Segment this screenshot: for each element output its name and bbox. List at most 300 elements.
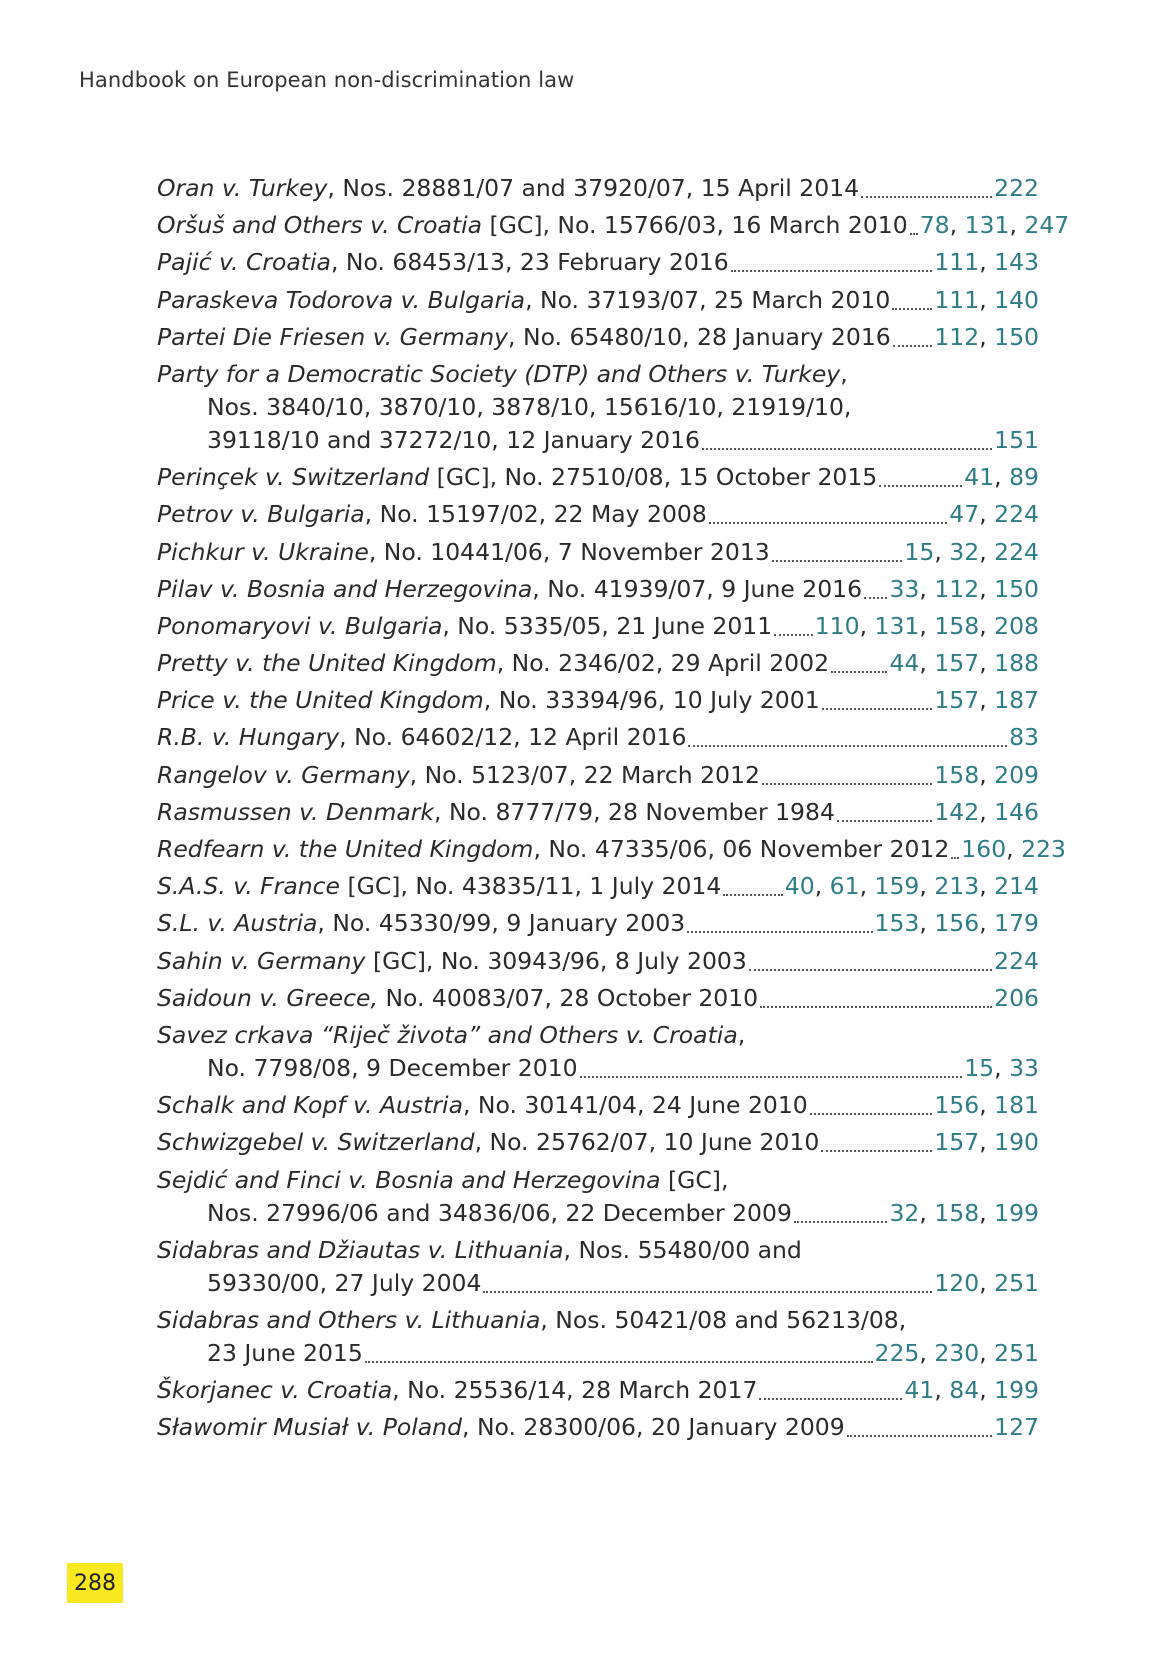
page-link[interactable]: 222 [994,174,1039,202]
entry-text [157,498,707,531]
page-references [875,907,1039,940]
entry-line [157,759,1039,792]
dot-leader [879,485,962,487]
case-name: Redfearn v. the United Kingdom [157,835,534,863]
page-references [994,945,1039,978]
entry-text [157,1411,845,1444]
page-link[interactable]: 190 [994,1128,1039,1157]
case-name: Oršuš and Others v. Croatia [157,211,483,240]
case-name: R.B. v. Hungary [157,723,340,752]
page-references [934,1126,1039,1159]
case-entry [157,759,1039,792]
case-citation: , [840,359,848,388]
page-separator: , [979,1128,995,1157]
page-link[interactable]: 157 [934,1128,980,1157]
case-citation: [GC], [660,1165,729,1194]
entry-line [157,172,1039,205]
case-name: Oran v. Turkey [157,174,328,202]
page-references [994,424,1039,457]
dot-leader [762,783,932,785]
page-link[interactable]: 111 [934,248,980,277]
page-link[interactable]: 158 [934,1198,980,1227]
page-references [994,1411,1039,1444]
page-references [1009,721,1039,754]
page-link[interactable]: 131 [874,611,920,640]
entry-line [157,321,1039,354]
dot-leader [837,820,932,822]
page-number-badge: 288 [67,1563,123,1603]
entry-text [157,945,747,978]
case-name: Pichkur v. Ukraine [157,537,369,566]
entry-text [157,759,760,792]
entry-line [157,796,1039,829]
dot-leader [951,857,959,859]
dot-leader [893,345,933,347]
case-citation: , No. 68453/13, 23 February 2016 [330,248,729,277]
page-separator: , [979,322,995,351]
case-citation: , Nos. 55480/00 and [563,1235,802,1264]
case-name: Pilav v. Bosnia and Herzegovina [157,574,533,603]
case-entry [157,536,1039,569]
page-link[interactable]: 187 [994,686,1039,715]
dot-leader [709,522,947,524]
case-citation: , No. 33394/96, 10 July 2001 [483,686,820,715]
dot-leader [365,1361,873,1363]
page-separator: , [979,248,995,277]
case-citation: , No. 5123/07, 22 March 2012 [409,760,760,789]
page-references [994,982,1039,1015]
page-link[interactable]: 179 [994,909,1039,938]
page-separator: , [979,649,995,678]
page-references [934,284,1039,317]
page-link[interactable]: 61 [829,872,860,901]
page-references [889,573,1039,606]
dot-leader [861,196,992,198]
entry-text [157,647,829,680]
page-link[interactable]: 159 [874,872,920,901]
case-citation: , No. 25762/07, 10 June 2010 [474,1128,820,1157]
case-citation: , No. 10441/06, 7 November 2013 [368,537,770,566]
case-citation: [GC], No. 15766/03, 16 March 2010 [482,211,908,240]
page-link[interactable]: 158 [934,611,980,640]
page-link[interactable]: 110 [814,611,860,640]
entry-text [157,1126,819,1159]
entry-line [157,209,1070,242]
case-name: Partei Die Friesen v. Germany [157,322,509,351]
entry-text [157,833,949,866]
page-link[interactable]: 112 [934,574,980,603]
case-entry [157,833,1066,866]
case-entry [157,1089,1039,1122]
entry-text [157,721,686,754]
page-separator: , [979,872,995,901]
case-name: Sidabras and Džiautas v. Lithuania [157,1235,564,1264]
dot-leader [759,1398,902,1400]
entry-line [157,684,1039,717]
continuation-text: 39118/10 and 37272/10, 12 January 2016 [207,425,700,454]
case-name: Party for a Democratic Society (DTP) and Others v. Turkey [157,359,841,388]
dot-leader [774,634,813,636]
entry-line [157,498,1039,531]
case-name: Paraskeva Todorova v. Bulgaria [157,285,526,314]
page-separator: , [814,872,830,901]
case-entry [157,172,1039,205]
page-link[interactable]: 223 [1021,835,1066,863]
page-separator: , [994,463,1010,492]
page-references [875,1337,1039,1370]
page-link[interactable]: 89 [1009,463,1039,492]
entry-line [157,573,1039,606]
case-name: Rangelov v. Germany [157,760,410,789]
case-citation: [GC], No. 27510/08, 15 October 2015 [429,463,878,492]
case-entry [157,1126,1039,1159]
page-separator: , [979,574,995,603]
entry-line [157,870,1039,903]
entry-line [157,1411,1039,1444]
page-link[interactable]: 127 [994,1413,1039,1442]
case-entry [157,907,1039,940]
page-link[interactable]: 47 [949,500,980,529]
page-link[interactable]: 33 [889,574,920,603]
entry-line [157,1374,1039,1407]
page-link[interactable]: 153 [874,909,920,938]
case-citation: , No. 37193/07, 25 March 2010 [525,285,891,314]
page-separator: , [979,285,995,314]
entry-text [157,209,908,242]
dot-leader [580,1076,963,1078]
page-link[interactable]: 142 [934,797,980,826]
page-link[interactable]: 33 [1009,1053,1039,1082]
page-link[interactable]: 156 [934,909,980,938]
dot-leader [822,708,933,710]
case-citation: , No. 8777/79, 28 November 1984 [434,797,835,826]
case-citation: , No. 5335/05, 21 June 2011 [442,611,773,640]
page-link[interactable]: 156 [934,1091,980,1120]
page-references [920,209,1070,242]
dot-leader [772,560,903,562]
case-citation: , No. 64602/12, 12 April 2016 [339,723,687,752]
page-link[interactable]: 146 [994,797,1039,826]
page-separator: , [979,611,995,640]
page-references [934,321,1039,354]
page-link[interactable]: 214 [994,872,1039,901]
case-name: Sławomir Musiał v. Poland [157,1413,462,1442]
page-separator: , [919,1198,935,1227]
entry-text [157,461,877,494]
entry-text [157,1164,728,1197]
case-citation: , [737,1020,746,1049]
page-separator: , [979,1376,995,1405]
page-separator: , [934,1376,950,1405]
entry-line [157,1019,1039,1052]
case-name: Schwizgebel v. Switzerland [157,1128,475,1157]
page-references [934,1089,1039,1122]
page-link[interactable]: 206 [994,983,1039,1012]
page-separator: , [859,872,875,901]
case-entry [157,209,1070,242]
case-entry [157,647,1039,680]
page-link[interactable]: 41 [964,463,995,492]
entry-line [157,1089,1039,1122]
case-name: Sahin v. Germany [157,946,366,975]
page-link[interactable]: 40 [784,872,815,901]
page-references [889,647,1039,680]
page-separator: , [919,872,935,901]
page-separator: , [919,1338,935,1367]
page-link[interactable]: 111 [934,285,980,314]
entry-text [157,573,862,606]
page-link[interactable]: 251 [994,1338,1039,1367]
page-link[interactable]: 224 [994,537,1039,566]
page-separator: , [979,500,995,529]
page-references [934,796,1039,829]
dot-leader [483,1291,932,1293]
page-separator: , [934,537,950,566]
page-link[interactable]: 140 [994,285,1039,314]
case-citation: , No. 25536/14, 28 March 2017 [392,1376,758,1405]
page-references [934,246,1039,279]
case-entry [157,321,1039,354]
dot-leader [831,671,887,673]
page-references [934,684,1039,717]
page-link[interactable]: 131 [964,211,1010,240]
page-separator: , [979,1268,995,1297]
entry-continuation-line [157,1197,1039,1230]
case-entry [157,982,1039,1015]
entry-text [157,1089,808,1122]
entry-text [157,358,848,391]
page-link[interactable]: 84 [949,1376,980,1405]
page-link[interactable]: 120 [934,1268,980,1297]
running-header: Handbook on European non-discrimination law [79,68,575,92]
entry-text [157,1374,757,1407]
entry-text [157,1234,802,1267]
page-link[interactable]: 15 [904,537,935,566]
case-citation: , No. 28300/06, 20 January 2009 [462,1413,845,1442]
continuation-text: 23 June 2015 [207,1338,363,1367]
page-link[interactable]: 251 [994,1268,1039,1297]
case-name: Savez crkava “Riječ života” and Others v. Croatia [157,1020,738,1049]
case-entry [157,1234,1039,1300]
case-citation: No. 40083/07, 28 October 2010 [377,983,759,1012]
case-entry [157,610,1039,643]
page-link[interactable]: 224 [994,500,1039,529]
page-separator: , [979,1338,995,1367]
page-separator: , [979,1091,995,1120]
page-references [934,759,1039,792]
entry-line [157,982,1039,1015]
entry-text [157,536,770,569]
page-separator: , [919,649,935,678]
page-separator: , [919,574,935,603]
entry-line [157,1304,1039,1337]
page-link[interactable]: 199 [994,1376,1039,1405]
case-citation: [GC], No. 43835/11, 1 July 2014 [340,872,722,901]
page-separator: , [979,686,995,715]
case-entry [157,870,1039,903]
continuation-text: 59330/00, 27 July 2004 [207,1268,482,1297]
case-entry [157,1019,1039,1085]
page-link[interactable]: 188 [994,649,1039,678]
case-name: Sidabras and Others v. Lithuania [157,1305,541,1334]
dot-leader [702,448,992,450]
case-entry [157,945,1039,978]
case-entry [157,721,1039,754]
page-separator: , [859,611,875,640]
entry-line [157,536,1039,569]
entry-line [157,461,1039,494]
page-references [994,172,1039,205]
case-entry [157,284,1039,317]
entry-text [157,907,685,940]
page-link[interactable]: 208 [994,611,1039,640]
dot-leader [760,1006,992,1008]
page-link[interactable]: 209 [994,760,1039,789]
case-citation: , No. 30141/04, 24 June 2010 [462,1091,808,1120]
page-separator: , [979,760,995,789]
case-entry [157,1164,1039,1230]
dot-leader [847,1435,992,1437]
page-separator: , [949,211,965,240]
page-references [964,1052,1039,1085]
dot-leader [688,745,1007,747]
entry-line [157,1164,1039,1197]
page-link[interactable]: 199 [994,1198,1039,1227]
page-references [785,870,1039,903]
continuation-text: Nos. 27996/06 and 34836/06, 22 December 2009 [207,1198,792,1227]
page-link[interactable]: 225 [874,1338,920,1367]
continuation-text: Nos. 3840/10, 3870/10, 3878/10, 15616/10, 21919/10, [207,392,852,421]
dot-leader [821,1150,932,1152]
page-separator: , [979,797,995,826]
dot-leader [749,969,992,971]
case-entry [157,461,1039,494]
entry-line [157,907,1039,940]
page-link[interactable]: 83 [1009,723,1039,752]
case-entry [157,1411,1039,1444]
page-link[interactable]: 112 [934,322,980,351]
page-references [904,536,1039,569]
entry-text [157,610,772,643]
case-name: S.L. v. Austria [157,909,318,938]
case-entry [157,1304,1039,1370]
case-entry [157,684,1039,717]
entry-line [157,358,1039,391]
page-separator: , [919,611,935,640]
entry-continuation-line [157,424,1039,457]
case-name: Sejdić and Finci v. Bosnia and Herzegovina [157,1165,661,1194]
page-link[interactable]: 213 [934,872,980,901]
entry-text [157,796,835,829]
page-link[interactable]: 247 [1024,211,1070,240]
entry-text [157,870,721,903]
entry-line [157,721,1039,754]
entry-text [157,172,859,205]
page-link[interactable]: 150 [994,574,1039,603]
page-separator: , [979,909,995,938]
page-separator: , [1009,211,1025,240]
page-link[interactable]: 158 [934,760,980,789]
page-link[interactable]: 160 [961,835,1007,863]
case-citation: , No. 47335/06, 06 November 2012 [533,835,950,863]
page-link[interactable]: 41 [904,1376,935,1405]
entry-text [157,284,890,317]
entry-line [157,610,1039,643]
page-link[interactable]: 181 [994,1091,1039,1120]
page-separator: , [994,1053,1010,1082]
page-references [815,610,1039,643]
case-citation: , No. 2346/02, 29 April 2002 [496,649,830,678]
entry-line [157,833,1066,866]
page-separator: , [979,537,995,566]
page-link[interactable]: 15 [964,1053,995,1082]
page-link[interactable]: 151 [994,425,1039,454]
case-name: Saidoun v. Greece, [157,983,378,1012]
case-name: Pajić v. Croatia [157,248,331,277]
case-name: Pretty v. the United Kingdom [157,649,497,678]
dot-leader [687,931,872,933]
dot-leader [723,894,782,896]
case-name: S.A.S. v. France [157,872,341,901]
page-link[interactable]: 143 [994,248,1039,277]
page-link[interactable]: 157 [934,686,980,715]
page-link[interactable]: 32 [889,1198,920,1227]
case-entry [157,358,1039,457]
entry-continuation-line [157,391,1039,424]
entry-text [157,1304,906,1337]
dot-leader [864,597,887,599]
continuation-text: No. 7798/08, 9 December 2010 [207,1053,578,1082]
page-references [949,498,1039,531]
page-link[interactable]: 78 [919,211,950,240]
case-name: Ponomaryovi v. Bulgaria [157,611,443,640]
entry-line [157,945,1039,978]
case-entry [157,796,1039,829]
page-link[interactable]: 230 [934,1338,980,1367]
case-name: Rasmussen v. Denmark [157,797,435,826]
page-references [934,1267,1039,1300]
entry-text [157,246,729,279]
entry-continuation-line [157,1267,1039,1300]
dot-leader [892,308,932,310]
entry-text [157,982,758,1015]
entry-line [157,1234,1039,1267]
entry-line [157,647,1039,680]
page-link[interactable]: 32 [949,537,980,566]
case-name: Price v. the United Kingdom [157,686,484,715]
case-entry [157,246,1039,279]
page-references [961,833,1066,866]
page-separator: , [919,909,935,938]
page-link[interactable]: 157 [934,649,980,678]
case-name: Petrov v. Bulgaria [157,500,365,529]
case-index-list [157,172,1070,1448]
page-references [889,1197,1039,1230]
entry-text [157,1019,745,1052]
page-references [904,1374,1039,1407]
page-separator: , [979,1198,995,1227]
dot-leader [910,233,918,235]
case-citation: , No. 65480/10, 28 January 2016 [508,322,891,351]
dot-leader [731,270,933,272]
case-name: Škorjanec v. Croatia [157,1376,393,1405]
page-link[interactable]: 150 [994,322,1039,351]
page-link[interactable]: 44 [889,649,920,678]
case-citation: [GC], No. 30943/96, 8 July 2003 [365,946,747,975]
case-entry [157,1374,1039,1407]
dot-leader [810,1113,933,1115]
page-link[interactable]: 224 [994,946,1039,975]
